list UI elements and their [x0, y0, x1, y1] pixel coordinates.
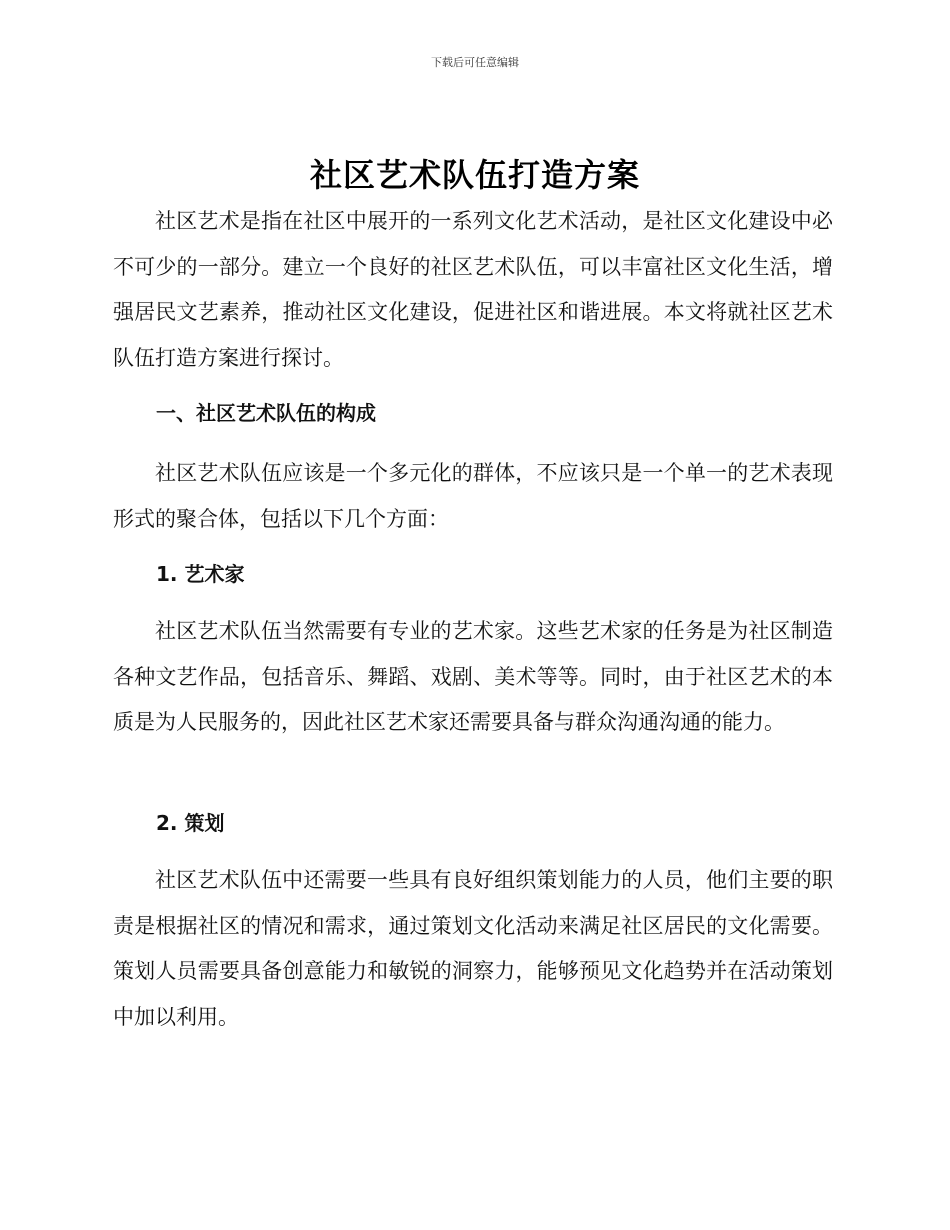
- subsection-2-paragraph-block: [113, 858, 833, 1040]
- intro-paragraph: 社区艺术是指在社区中展开的一系列文化艺术活动，是社区文化建设中必不可少的一部分。建立一个良好的社区艺术队伍，可以丰富社区文化生活，增强居民文艺素养，推动社区文化建设，促进社区和谐进展。本文将就社区艺术队伍打造方案进行探讨。: [113, 209, 833, 370]
- header-note: 下载后可任意编辑: [431, 56, 519, 69]
- subsection-paragraph: 社区艺术队伍中还需要一些具有良好组织策划能力的人员，他们主要的职责是根据社区的情况和需求，通过策划文化活动来满足社区居民的文化需要。策划人员需要具备创意能力和敏锐的洞察力，能够预见文化趋势并在活动策划中加以利用。: [113, 868, 833, 1029]
- subsection-heading: 1. 艺术家: [156, 562, 245, 586]
- subsection-1-heading-block: [113, 559, 833, 589]
- subsection-paragraph: 社区艺术队伍当然需要有专业的艺术家。这些艺术家的任务是为社区制造各种文艺作品，包括音乐、舞蹈、戏剧、美术等等。同时，由于社区艺术的本质是为人民服务的，因此社区艺术家还需要具备与群众沟通沟通的能力。: [113, 619, 833, 734]
- intro-block: [113, 199, 833, 381]
- document-title: 社区艺术队伍打造方案: [309, 156, 640, 194]
- section-1-paragraph-block: [113, 451, 833, 542]
- section-paragraph: 社区艺术队伍应该是一个多元化的群体，不应该只是一个单一的艺术表现形式的聚合体，包括以下几个方面：: [113, 461, 833, 531]
- subsection-1-paragraph-block: [113, 609, 833, 746]
- section-heading: 一、社区艺术队伍的构成: [156, 401, 376, 425]
- subsection-heading: 2. 策划: [156, 811, 225, 835]
- subsection-2-heading-block: [113, 808, 833, 838]
- section-1-block: [113, 398, 833, 428]
